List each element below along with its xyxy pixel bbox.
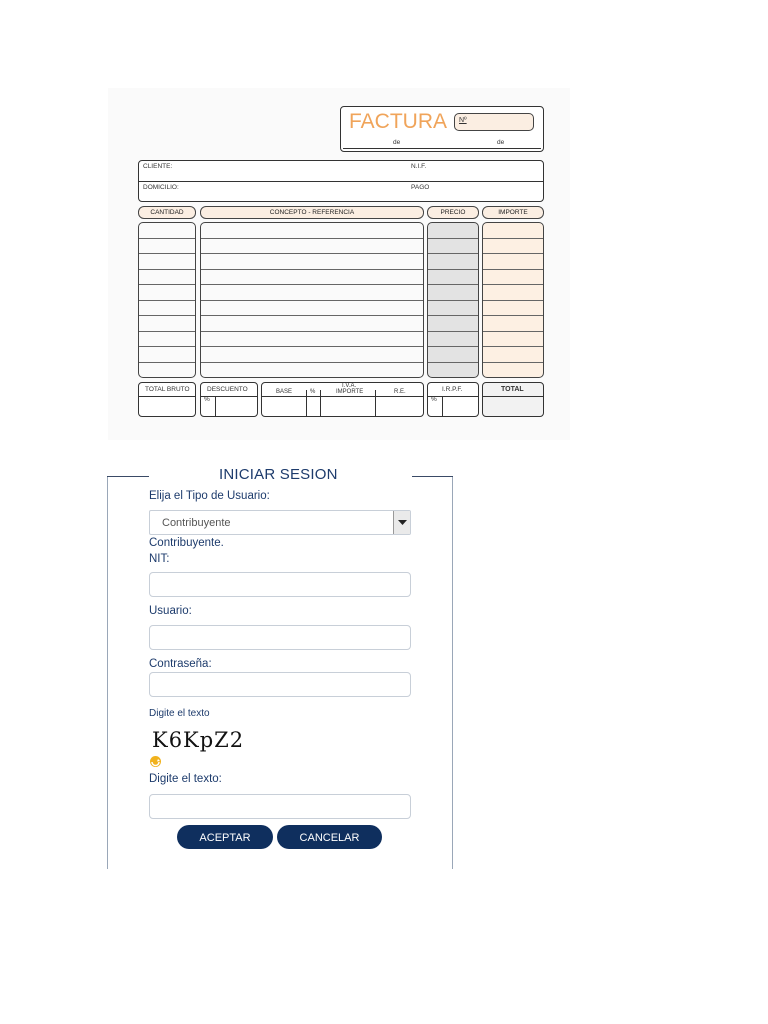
descuento-percent: % [204,396,210,403]
usuario-label: Usuario: [149,605,192,617]
divider [375,390,376,417]
total-bruto-label: TOTAL BRUTO [145,386,190,393]
captcha-heading: Digite el texto [149,708,210,719]
captcha-image [152,728,244,752]
total-box [482,382,544,417]
client-divider [139,181,543,182]
divider [483,396,543,397]
invoice-header-box [340,106,544,152]
col-header-importe: IMPORTE [482,206,544,219]
iva-box [261,382,424,417]
client-box [138,160,544,202]
pago-label: PAGO [411,184,430,191]
re-label: R.E. [394,389,406,395]
refresh-icon[interactable] [149,755,162,768]
divider [320,390,321,417]
accept-button[interactable]: ACEPTAR [177,825,273,849]
fieldset-border-right [412,476,453,477]
descuento-label: DESCUENTO [207,386,248,393]
iva-label: I.V.A. [342,383,357,389]
divider [215,396,216,417]
nif-label: N.I.F. [411,163,427,170]
invoice-form-image [108,88,570,440]
irpf-label: I.R.P.F. [442,386,463,393]
password-label: Contraseña: [149,658,212,670]
date-de-1: de [393,139,401,146]
invoice-title: FACTURA [349,110,448,133]
col-concepto [200,222,424,378]
divider [262,396,423,397]
importe-label: IMPORTE [336,389,364,395]
base-label: BASE [276,389,293,395]
captcha-text: K6KpZ2 [152,728,245,752]
date-de-2: de [497,139,505,146]
captcha-input[interactable] [149,794,411,819]
user-type-label: Elija el Tipo de Usuario: [149,490,270,502]
divider [442,396,443,417]
date-line [343,148,541,149]
divider [306,390,307,417]
cancel-button[interactable]: CANCELAR [277,825,382,849]
captcha-input-label: Digite el texto: [149,773,222,785]
total-label: TOTAL [501,386,524,393]
login-title: INICIAR SESION [219,466,338,483]
col-precio [427,222,479,378]
user-type-select[interactable] [149,510,411,535]
domicilio-label: DOMICILIO: [143,184,179,191]
divider [139,396,195,397]
col-header-cantidad: CANTIDAD [138,206,196,219]
nit-input[interactable] [149,572,411,597]
col-header-precio: PRECIO [427,206,479,219]
col-cantidad [138,222,196,378]
chevron-down-icon[interactable] [393,511,410,534]
invoice-number-box [454,113,534,131]
usuario-input[interactable] [149,625,411,650]
total-bruto-box [138,382,196,417]
invoice-number-label: Nº [459,117,467,124]
col-header-concepto: CONCEPTO - REFERENCIA [200,206,424,219]
cliente-label: CLIENTE: [143,163,173,170]
nit-label: NIT: [149,553,170,565]
descuento-box [200,382,258,417]
irpf-percent: % [431,396,437,403]
password-input[interactable] [149,672,411,697]
fieldset-border-left [107,476,149,477]
col-importe [482,222,544,378]
user-type-selected: Contribuyente [162,517,231,529]
iva-percent: % [310,389,316,395]
irpf-box [427,382,479,417]
user-type-note: Contribuyente. [149,537,224,549]
